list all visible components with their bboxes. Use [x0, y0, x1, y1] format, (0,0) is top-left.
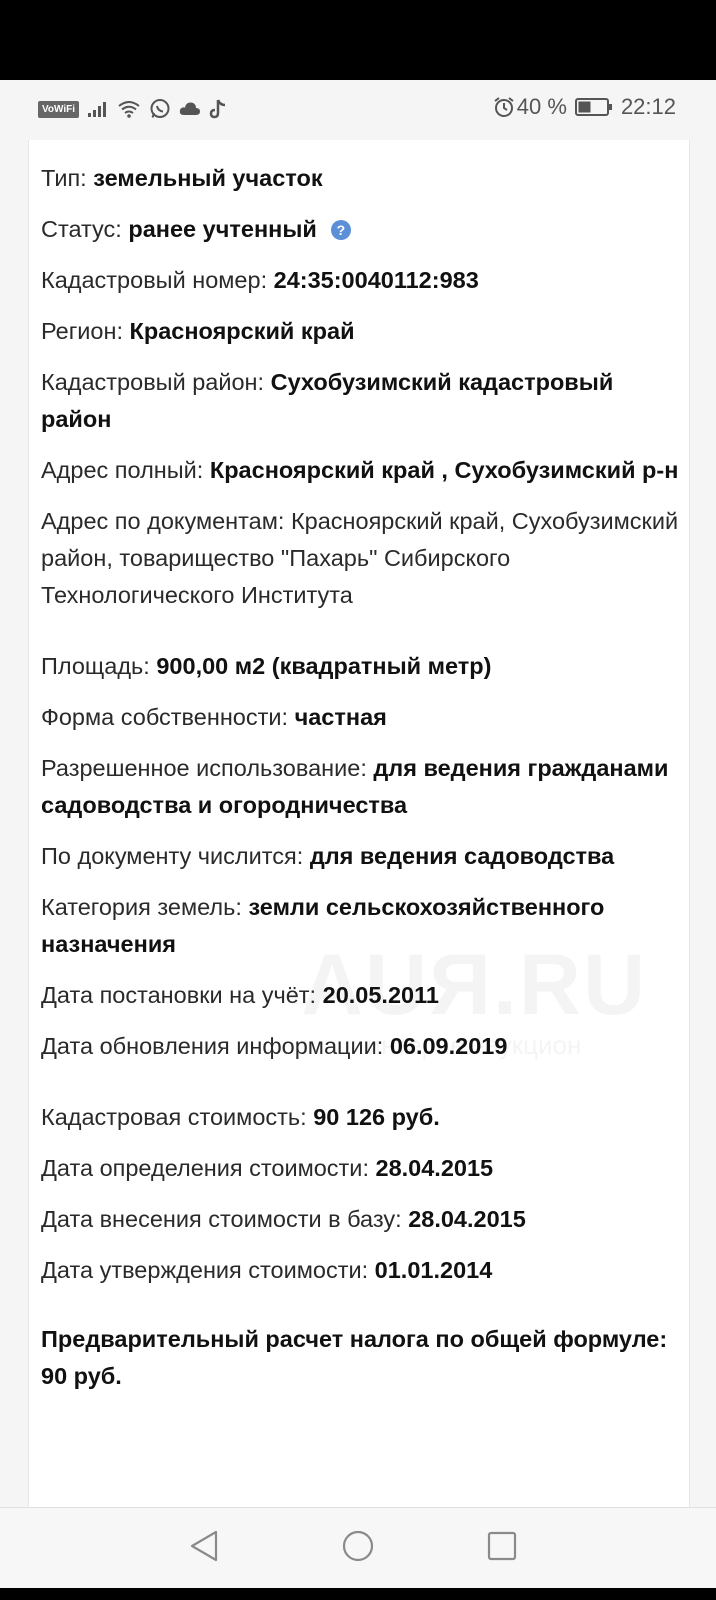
vowifi-badge: VoWiFi [38, 101, 79, 118]
field-update-date [41, 1028, 681, 1065]
field-value-approval-date [41, 1252, 681, 1289]
clock: 22:12 [620, 94, 676, 119]
field-cadastral-district [41, 364, 681, 438]
field-label: Дата внесения стоимости в базу: [41, 1206, 409, 1232]
field-label: Разрешенное использование: [41, 755, 374, 781]
wifi-icon [117, 99, 141, 119]
field-document-use [41, 838, 681, 875]
field-value: 20.05.2011 [322, 982, 439, 1008]
field-value: для ведения садоводства [309, 843, 615, 869]
field-label: Дата обновления информации: [41, 1033, 390, 1059]
recents-button[interactable] [482, 1528, 522, 1568]
field-value: ранее учтенный [128, 216, 317, 242]
status-bar-right [493, 94, 676, 120]
field-label: Кадастровая стоимость: [41, 1104, 314, 1130]
field-value: земли сельскохозяйственного назначения [41, 894, 605, 957]
tiktok-icon [209, 98, 227, 120]
field-cadastral-number [41, 262, 681, 299]
field-label: Регион: [41, 318, 130, 344]
whatsapp-icon [149, 98, 171, 120]
field-status [41, 211, 681, 248]
back-button[interactable] [184, 1528, 224, 1568]
field-permitted-use [41, 750, 681, 824]
field-type [41, 160, 681, 197]
field-value: 01.01.2014 [374, 1257, 493, 1283]
field-value: Красноярский край [129, 318, 355, 344]
field-label: Тип: [41, 165, 94, 191]
field-area [41, 648, 681, 685]
field-value: для ведения гражданами садоводства и огородничества [41, 755, 669, 818]
field-value: 06.09.2019 [389, 1033, 508, 1059]
property-info-card [28, 140, 690, 1507]
home-icon [341, 1529, 375, 1568]
field-value: 24:35:0040112:983 [273, 267, 479, 293]
back-icon [188, 1529, 220, 1568]
field-value: 900,00 м2 (квадратный метр) [156, 653, 492, 679]
cloud-icon [179, 101, 201, 117]
field-label: Кадастровый район: [41, 369, 271, 395]
property-details [41, 160, 681, 1395]
field-label: Форма собственности: [41, 704, 295, 730]
battery-icon [575, 98, 613, 116]
field-value: 28.04.2015 [408, 1206, 526, 1232]
status-bar [0, 80, 716, 140]
field-value: частная [294, 704, 387, 730]
field-ownership [41, 699, 681, 736]
field-value: Сухобузимский кадастровый район [41, 369, 614, 432]
alarm-icon [493, 96, 515, 118]
status-bar-left [38, 98, 227, 120]
signal-icon [87, 100, 109, 118]
field-value: 90 126 руб. [313, 1104, 440, 1130]
field-label: Дата определения стоимости: [41, 1155, 376, 1181]
field-value-determination-date [41, 1150, 681, 1187]
field-label: Дата постановки на учёт: [41, 982, 323, 1008]
field-label: По документу числится: [41, 843, 310, 869]
field-label: Адрес по документам: [41, 508, 291, 534]
field-label: Дата утверждения стоимости: [41, 1257, 375, 1283]
field-land-category [41, 889, 681, 963]
field-cadastral-value [41, 1099, 681, 1136]
field-value: Красноярский край , Сухобузимский р-н [209, 457, 679, 483]
help-icon[interactable]: ? [331, 220, 351, 240]
field-full-address [41, 452, 681, 489]
home-button[interactable] [338, 1528, 378, 1568]
field-label: Статус: [41, 216, 129, 242]
field-value: Красноярский край, Сухобузимский район, товарищество "Пахарь" Сибирского Технологического Института [41, 508, 679, 608]
field-document-address [41, 503, 681, 614]
tax-estimate: Предварительный расчет налога по общей формуле: 90 руб. [41, 1326, 668, 1389]
battery-percent: 40 % [516, 94, 567, 119]
field-label: Площадь: [41, 653, 157, 679]
field-label: Адрес полный: [41, 457, 210, 483]
page-background [0, 140, 716, 1507]
field-value-entry-date [41, 1201, 681, 1238]
navigation-bar [0, 1507, 716, 1588]
field-value: 28.04.2015 [375, 1155, 494, 1181]
field-registration-date [41, 977, 681, 1014]
field-label: Категория земель: [41, 894, 249, 920]
field-label: Кадастровый номер: [41, 267, 274, 293]
field-value: земельный участок [93, 165, 323, 191]
field-region [41, 313, 681, 350]
recents-icon [486, 1530, 518, 1567]
